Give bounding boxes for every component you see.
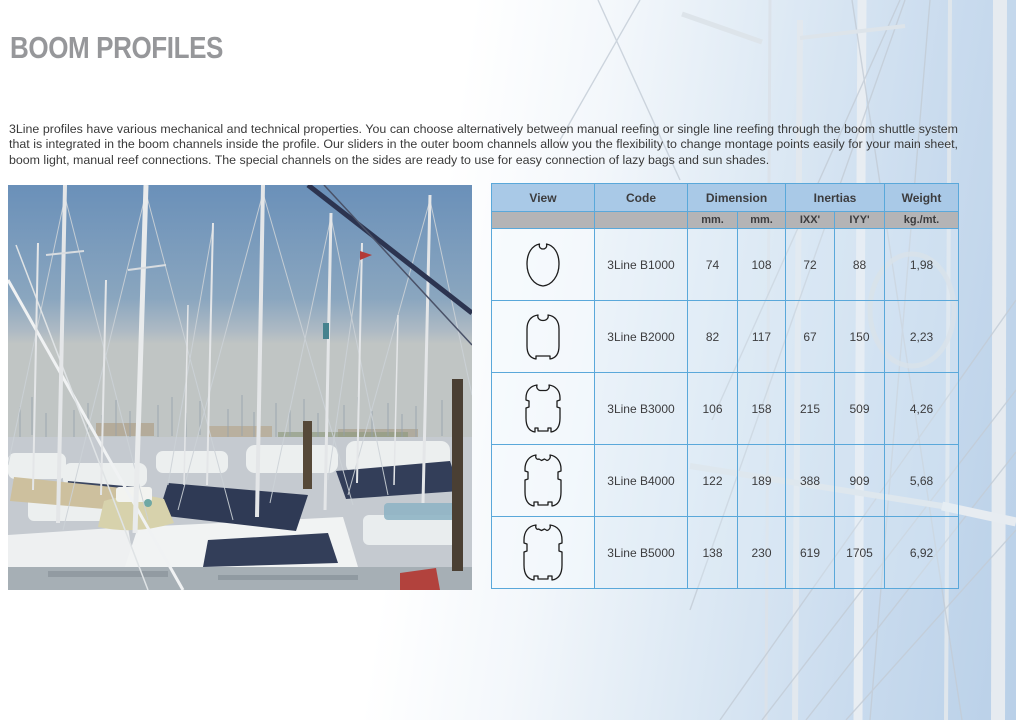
col-header-inertias: Inertias <box>786 184 885 212</box>
marina-photo-illustration <box>8 185 472 590</box>
code-cell: 3Line B2000 <box>595 301 688 373</box>
subheader-view-empty <box>492 212 595 229</box>
iyy-cell: 150 <box>835 301 885 373</box>
code-cell: 3Line B5000 <box>595 517 688 589</box>
table-row <box>492 229 959 301</box>
ixx-cell: 619 <box>786 517 835 589</box>
view-cell <box>492 301 595 373</box>
subheader-ixx: IXX' <box>786 212 835 229</box>
ixx-cell: 72 <box>786 229 835 301</box>
col-header-dimension: Dimension <box>688 184 786 212</box>
iyy-cell: 509 <box>835 373 885 445</box>
dim-b-cell: 189 <box>738 445 786 517</box>
subheader-dim-b: mm. <box>738 212 786 229</box>
intro-paragraph: 3Line profiles have various mechanical and technical properties. You can choose alternatively between manual reefing or single line reefing through the boom shuttle system that is integrated in the boom channels inside the profile. Our sliders in the outer boom channels allow you the flexibility to change montage points easily for your main sheet, boom light, manual reef connections. The special channels on the sides are ready to use for easy connection of lazy bags and sun shades. <box>9 122 958 167</box>
boom-profiles-table <box>491 183 959 589</box>
subheader-code-empty <box>595 212 688 229</box>
table-subheader-row <box>492 212 959 229</box>
weight-cell: 6,92 <box>885 517 959 589</box>
dim-b-cell: 158 <box>738 373 786 445</box>
iyy-cell: 909 <box>835 445 885 517</box>
weight-cell: 2,23 <box>885 301 959 373</box>
col-header-code: Code <box>595 184 688 212</box>
table-row <box>492 301 959 373</box>
view-cell <box>492 445 595 517</box>
dim-b-cell: 230 <box>738 517 786 589</box>
dim-a-cell: 82 <box>688 301 738 373</box>
table-row <box>492 373 959 445</box>
code-cell: 3Line B4000 <box>595 445 688 517</box>
view-cell <box>492 373 595 445</box>
dim-a-cell: 74 <box>688 229 738 301</box>
dim-a-cell: 122 <box>688 445 738 517</box>
boom-profile-b5000-cross-section-icon <box>492 520 594 586</box>
col-header-weight: Weight <box>885 184 959 212</box>
boom-profile-b4000-cross-section-icon <box>492 450 594 512</box>
ixx-cell: 388 <box>786 445 835 517</box>
code-cell: 3Line B1000 <box>595 229 688 301</box>
weight-cell: 1,98 <box>885 229 959 301</box>
dim-a-cell: 106 <box>688 373 738 445</box>
table-header-row <box>492 184 959 212</box>
iyy-cell: 1705 <box>835 517 885 589</box>
table-row <box>492 517 959 589</box>
page-title: BOOM PROFILES <box>10 30 224 65</box>
boom-profile-b1000-cross-section-icon <box>492 238 594 292</box>
marina-photo <box>8 185 472 590</box>
dim-a-cell: 138 <box>688 517 738 589</box>
dim-b-cell: 108 <box>738 229 786 301</box>
ixx-cell: 67 <box>786 301 835 373</box>
subheader-dim-a: mm. <box>688 212 738 229</box>
view-cell <box>492 229 595 301</box>
col-header-view: View <box>492 184 595 212</box>
weight-cell: 5,68 <box>885 445 959 517</box>
weight-cell: 4,26 <box>885 373 959 445</box>
code-cell: 3Line B3000 <box>595 373 688 445</box>
view-cell <box>492 517 595 589</box>
subheader-weight-unit: kg./mt. <box>885 212 959 229</box>
boom-profile-b3000-cross-section-icon <box>492 380 594 438</box>
dim-b-cell: 117 <box>738 301 786 373</box>
subheader-iyy: IYY' <box>835 212 885 229</box>
ixx-cell: 215 <box>786 373 835 445</box>
table-row <box>492 445 959 517</box>
iyy-cell: 88 <box>835 229 885 301</box>
boom-profile-b2000-cross-section-icon <box>492 309 594 365</box>
